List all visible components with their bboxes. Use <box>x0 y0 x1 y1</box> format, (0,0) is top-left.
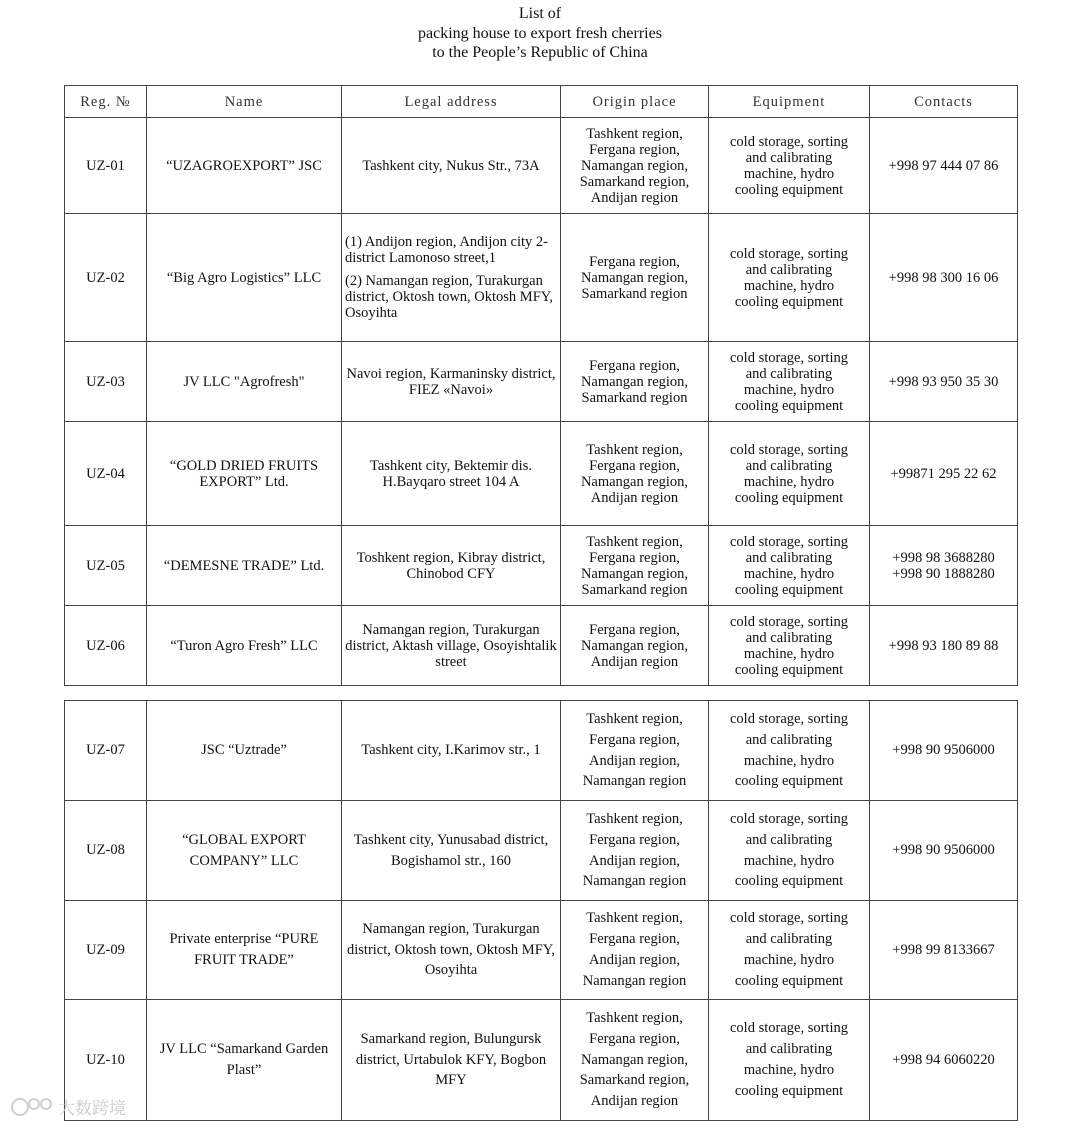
equipment-line: cold storage, sorting <box>730 810 848 827</box>
equipment-line: cooling equipment <box>734 581 844 598</box>
origin-line: Samarkand region <box>581 581 688 598</box>
equipment-line: and calibrating <box>745 1041 833 1058</box>
contacts <box>870 526 1018 606</box>
table-row <box>65 701 1018 801</box>
title-line-1: List of <box>518 5 562 22</box>
table-row <box>65 118 1018 214</box>
origin-line: Fergana region, <box>589 831 680 848</box>
origin-line: Andijan region <box>590 653 679 670</box>
company-name: “Big Agro Logistics” LLC <box>147 214 342 342</box>
equipment-line: cooling equipment <box>734 293 844 310</box>
equipment-line: cold storage, sorting <box>730 533 848 550</box>
registry-table-1 <box>64 85 1018 686</box>
contacts <box>870 606 1018 686</box>
origin-line: Tashkent region, <box>586 125 683 142</box>
company-name: JV LLC "Agrofresh" <box>147 342 342 422</box>
header-reg: Reg. № <box>65 86 147 118</box>
equipment-line: cold storage, sorting <box>730 613 848 630</box>
origin-line: Namangan region <box>582 972 687 989</box>
header-origin: Origin place <box>561 86 709 118</box>
table-row <box>65 606 1018 686</box>
reg-number: UZ-09 <box>65 901 147 1000</box>
contact-line: +99871 295 22 62 <box>890 465 997 482</box>
origin-line: Andijan region, <box>588 752 680 769</box>
equipment-line: and calibrating <box>745 457 833 474</box>
contacts <box>870 1000 1018 1121</box>
contacts <box>870 901 1018 1000</box>
origin-place <box>561 342 709 422</box>
equipment-line: cooling equipment <box>734 489 844 506</box>
equipment-line: and calibrating <box>745 149 833 166</box>
equipment-line: cold storage, sorting <box>730 349 848 366</box>
origin-place <box>561 701 709 801</box>
equipment-line: and calibrating <box>745 931 833 948</box>
contact-line: +998 98 300 16 06 <box>888 269 999 286</box>
equipment <box>709 801 870 901</box>
equipment-line: machine, hydro <box>743 1062 835 1078</box>
title-line-2: packing house to export fresh cherries <box>418 24 662 42</box>
origin-line: Fergana region, <box>589 621 680 638</box>
table-row <box>65 214 1018 342</box>
reg-number: UZ-03 <box>65 342 147 422</box>
origin-line: Samarkand region, <box>579 173 690 190</box>
equipment-line: machine, hydro <box>743 565 835 582</box>
origin-line: Fergana region, <box>589 731 680 748</box>
contact-line: +998 93 950 35 30 <box>888 373 999 390</box>
company-name: “UZAGROEXPORT” JSC <box>147 118 342 214</box>
company-name: JV LLC “Samarkand Garden Plast” <box>147 1000 342 1121</box>
equipment-line: machine, hydro <box>743 473 835 490</box>
origin-place <box>561 1000 709 1121</box>
origin-place <box>561 214 709 342</box>
equipment-line: cooling equipment <box>734 1082 844 1099</box>
origin-line: Namangan region <box>582 773 687 790</box>
watermark-logo-icon <box>10 1096 54 1118</box>
origin-line: Andijan region <box>590 189 679 206</box>
equipment <box>709 526 870 606</box>
legal-address: Tashkent city, Nukus Str., 73A <box>342 118 561 214</box>
table-row <box>65 342 1018 422</box>
table-row <box>65 801 1018 901</box>
contact-line: +998 97 444 07 86 <box>888 157 999 174</box>
origin-line: Tashkent region, <box>586 910 683 927</box>
table-row <box>65 526 1018 606</box>
header-row <box>65 86 1018 118</box>
origin-line: Fergana region, <box>589 141 680 158</box>
equipment-line: cold storage, sorting <box>730 1020 848 1037</box>
equipment-line: machine, hydro <box>743 752 835 769</box>
origin-line: Andijan region, <box>588 852 680 869</box>
origin-line: Andijan region <box>590 489 679 506</box>
contact-line: +998 99 8133667 <box>892 941 995 958</box>
reg-number: UZ-05 <box>65 526 147 606</box>
legal-address: Tashkent city, I.Karimov str., 1 <box>342 701 561 801</box>
watermark-text: 大数跨境 <box>58 1099 126 1119</box>
equipment-line: machine, hydro <box>743 277 835 294</box>
origin-place <box>561 901 709 1000</box>
origin-line: Fergana region, <box>589 931 680 948</box>
contact-line: +998 94 6060220 <box>892 1051 995 1068</box>
origin-place <box>561 801 709 901</box>
company-name: Private enterprise “PURE FRUIT TRADE” <box>147 901 342 1000</box>
contacts <box>870 801 1018 901</box>
company-name: JSC “Uztrade” <box>147 701 342 801</box>
contacts <box>870 422 1018 526</box>
origin-line: Fergana region, <box>589 549 680 566</box>
contacts <box>870 342 1018 422</box>
contacts <box>870 118 1018 214</box>
origin-line: Samarkand region <box>581 389 688 406</box>
equipment <box>709 901 870 1000</box>
contact-line: +998 93 180 89 88 <box>888 637 999 654</box>
origin-line: Fergana region, <box>589 253 680 270</box>
equipment-line: and calibrating <box>745 261 833 278</box>
contacts <box>870 214 1018 342</box>
equipment-line: machine, hydro <box>743 952 835 968</box>
header-equipment: Equipment <box>709 86 870 118</box>
origin-line: Tashkent region, <box>586 1010 683 1026</box>
equipment-line: machine, hydro <box>743 645 835 662</box>
equipment <box>709 214 870 342</box>
equipment-line: machine, hydro <box>743 165 835 182</box>
equipment-line: and calibrating <box>745 731 833 748</box>
header-address: Legal address <box>342 86 561 118</box>
legal-address-part: (1) Andijon region, Andijon city 2- district Lamonoso street,1 <box>345 234 548 266</box>
contacts <box>870 701 1018 801</box>
watermark <box>10 1094 126 1119</box>
title-line-3: to the People’s Republic of China <box>432 44 648 61</box>
origin-line: Namangan region, <box>580 473 689 490</box>
reg-number: UZ-01 <box>65 118 147 214</box>
legal-address <box>342 214 561 342</box>
equipment-line: cooling equipment <box>734 773 844 790</box>
contact-line: +998 90 1888280 <box>892 565 995 582</box>
origin-line: Andijan region <box>590 1093 679 1110</box>
contact-line: +998 90 9506000 <box>892 742 995 759</box>
origin-line: Namangan region, <box>580 373 689 390</box>
equipment-line: cooling equipment <box>734 397 844 414</box>
equipment-line: machine, hydro <box>743 852 835 869</box>
origin-line: Namangan region, <box>580 637 689 654</box>
equipment-line: and calibrating <box>745 831 833 848</box>
document-title <box>0 4 1080 63</box>
equipment-line: machine, hydro <box>743 381 835 398</box>
origin-line: Namangan region, <box>580 269 689 286</box>
equipment-line: and calibrating <box>745 365 833 382</box>
header-name: Name <box>147 86 342 118</box>
contact-line: +998 98 3688280 <box>892 549 995 566</box>
equipment <box>709 422 870 526</box>
origin-line: Namangan region, <box>580 1051 689 1068</box>
equipment <box>709 342 870 422</box>
equipment-line: cooling equipment <box>734 181 844 198</box>
origin-line: Fergana region, <box>589 457 680 474</box>
table-row <box>65 901 1018 1000</box>
table-row <box>65 1000 1018 1121</box>
legal-address: Namangan region, Turakurgan district, Oktosh town, Oktosh MFY, Osoyihta <box>342 901 561 1000</box>
equipment-line: and calibrating <box>745 629 833 646</box>
origin-place <box>561 606 709 686</box>
registry-table-2 <box>64 700 1018 1121</box>
company-name: “GOLD DRIED FRUITS EXPORT” Ltd. <box>147 422 342 526</box>
header-contacts: Contacts <box>870 86 1018 118</box>
legal-address: Namangan region, Turakurgan district, Aktash village, Osoyishtalik street <box>342 606 561 686</box>
legal-address: Navoi region, Karmaninsky district, FIEZ «Navoi» <box>342 342 561 422</box>
equipment-line: cold storage, sorting <box>730 710 848 727</box>
reg-number: UZ-04 <box>65 422 147 526</box>
origin-line: Namangan region <box>582 873 687 890</box>
origin-line: Namangan region, <box>580 157 689 174</box>
table-row <box>65 422 1018 526</box>
equipment <box>709 118 870 214</box>
company-name: “Turon Agro Fresh” LLC <box>147 606 342 686</box>
legal-address-part: (2) Namangan region, Turakurgan district, Oktosh town, Oktosh MFY, Osoyihta <box>345 273 553 321</box>
origin-line: Tashkent region, <box>586 710 683 727</box>
equipment <box>709 1000 870 1121</box>
legal-address: Tashkent city, Yunusabad district, Bogishamol str., 160 <box>342 801 561 901</box>
equipment-line: cold storage, sorting <box>730 245 848 262</box>
origin-line: Andijan region, <box>588 952 680 968</box>
origin-place <box>561 526 709 606</box>
origin-line: Samarkand region, <box>579 1072 690 1089</box>
company-name: “GLOBAL EXPORT COMPANY” LLC <box>147 801 342 901</box>
equipment <box>709 606 870 686</box>
equipment <box>709 701 870 801</box>
equipment-line: cold storage, sorting <box>730 910 848 927</box>
origin-line: Fergana region, <box>589 1030 680 1047</box>
legal-address: Toshkent region, Kibray district, Chinobod CFY <box>342 526 561 606</box>
origin-line: Tashkent region, <box>586 533 683 550</box>
reg-number: UZ-10 <box>65 1000 147 1121</box>
origin-line: Tashkent region, <box>586 810 683 827</box>
origin-line: Namangan region, <box>580 565 689 582</box>
reg-number: UZ-06 <box>65 606 147 686</box>
equipment-line: cold storage, sorting <box>730 441 848 458</box>
equipment-line: cooling equipment <box>734 661 844 678</box>
origin-line: Samarkand region <box>581 285 688 302</box>
origin-line: Tashkent region, <box>586 441 683 458</box>
legal-address: Tashkent city, Bektemir dis. H.Bayqaro street 104 A <box>342 422 561 526</box>
equipment-line: cooling equipment <box>734 972 844 989</box>
origin-place <box>561 118 709 214</box>
company-name: “DEMESNE TRADE” Ltd. <box>147 526 342 606</box>
reg-number: UZ-07 <box>65 701 147 801</box>
origin-line: Fergana region, <box>589 357 680 374</box>
reg-number: UZ-08 <box>65 801 147 901</box>
contact-line: +998 90 9506000 <box>892 842 995 859</box>
equipment-line: cooling equipment <box>734 873 844 890</box>
reg-number: UZ-02 <box>65 214 147 342</box>
equipment-line: cold storage, sorting <box>730 133 848 150</box>
equipment-line: and calibrating <box>745 549 833 566</box>
origin-place <box>561 422 709 526</box>
legal-address: Samarkand region, Bulungursk district, Urtabulok KFY, Bogbon MFY <box>342 1000 561 1121</box>
